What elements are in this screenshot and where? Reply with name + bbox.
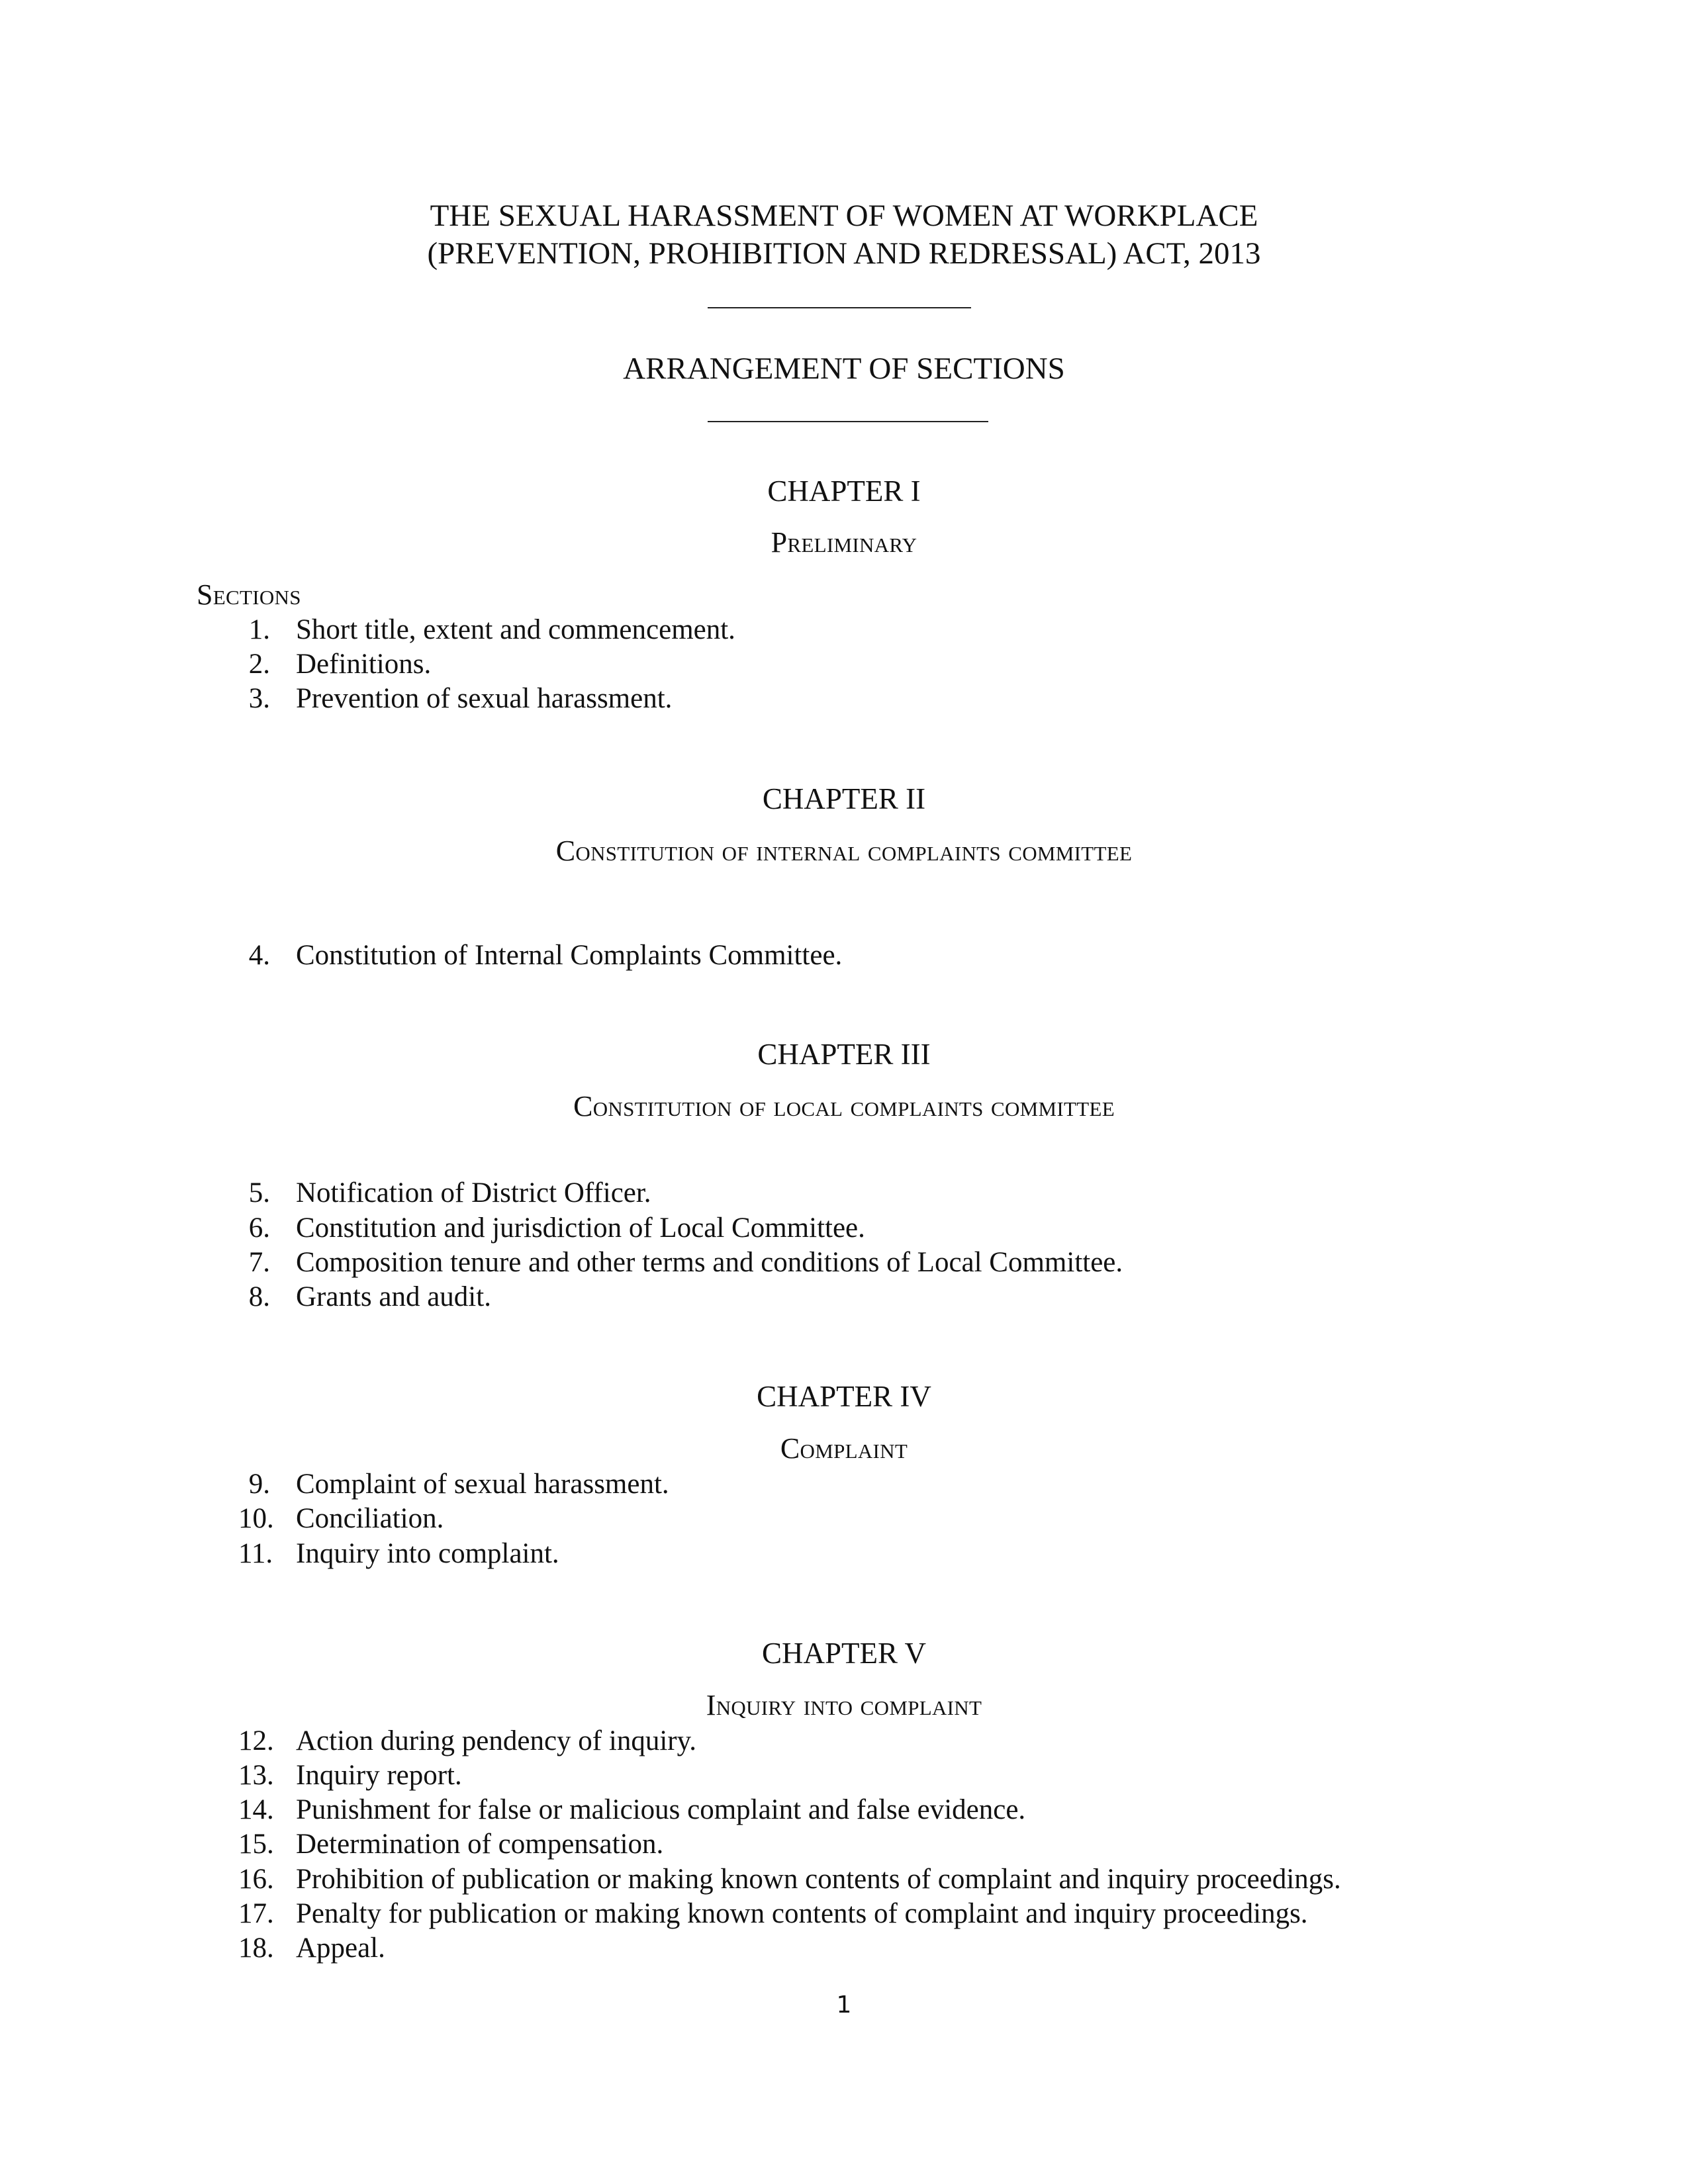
section-title: Action during pendency of inquiry. [296, 1725, 697, 1756]
section-number: 17. [238, 1898, 274, 1929]
section-number: 10. [238, 1503, 274, 1534]
section-title: Constitution and jurisdiction of Local Committee. [296, 1212, 865, 1244]
section-number: 8. [248, 1281, 270, 1312]
section-title: Constitution of Internal Complaints Committee. [296, 940, 843, 971]
chapter-title: CHAPTER I [767, 475, 921, 508]
section-number: 12. [238, 1725, 274, 1756]
section-title: Appeal. [296, 1933, 385, 1964]
title-divider [708, 307, 971, 308]
section-number: 2. [248, 649, 270, 680]
chapter-title: CHAPTER II [762, 782, 926, 815]
chapter-subtitle: Constitution of internal complaints committee [555, 835, 1133, 867]
chapter-subtitle: Preliminary [771, 526, 917, 559]
section-title: Composition tenure and other terms and conditions of Local Committee. [296, 1247, 1123, 1278]
section-number: 5. [248, 1177, 270, 1208]
section-number: 18. [238, 1933, 274, 1964]
section-title: Punishment for false or malicious complaint and false evidence. [296, 1794, 1026, 1825]
section-number: 13. [238, 1760, 274, 1791]
section-title: Inquiry report. [296, 1760, 462, 1791]
page-number: 1 [836, 1991, 852, 2019]
section-number: 15. [238, 1829, 274, 1860]
section-number: 6. [248, 1212, 270, 1244]
section-title: Prevention of sexual harassment. [296, 683, 673, 714]
chapter-subtitle: Complaint [780, 1432, 908, 1465]
section-title: Determination of compensation. [296, 1829, 664, 1860]
section-title: Definitions. [296, 649, 432, 680]
section-title: Grants and audit. [296, 1281, 491, 1312]
section-title: Notification of District Officer. [296, 1177, 651, 1208]
section-title: Complaint of sexual harassment. [296, 1469, 669, 1500]
section-number: 4. [248, 940, 270, 971]
chapter-title: CHAPTER IV [757, 1380, 931, 1413]
section-title: Inquiry into complaint. [296, 1538, 559, 1569]
section-title: Conciliation. [296, 1503, 444, 1534]
section-number: 16. [238, 1864, 274, 1895]
act-title-line2: (PREVENTION, PROHIBITION AND REDRESSAL) ACT, 2013 [427, 236, 1261, 271]
chapter-subtitle: Constitution of local complaints committee [573, 1090, 1115, 1122]
section-title: Penalty for publication or making known contents of complaint and inquiry proceedings. [296, 1898, 1308, 1929]
section-number: 14. [238, 1794, 274, 1825]
section-title: Short title, extent and commencement. [296, 614, 735, 645]
arrangement-divider [708, 421, 988, 422]
act-title-line1: THE SEXUAL HARASSMENT OF WOMEN AT WORKPLACE [430, 199, 1258, 233]
chapter-title: CHAPTER V [762, 1637, 926, 1670]
arrangement-heading: ARRANGEMENT OF SECTIONS [623, 351, 1065, 386]
section-number: 7. [248, 1247, 270, 1278]
section-number: 3. [248, 683, 270, 714]
section-number: 9. [248, 1469, 270, 1500]
chapter-title: CHAPTER III [757, 1038, 931, 1071]
section-number: 1. [248, 614, 270, 645]
section-title: Prohibition of publication or making known contents of complaint and inquiry proceedings. [296, 1864, 1341, 1895]
sections-label: Sections [197, 578, 301, 611]
section-number: 11. [238, 1538, 273, 1569]
chapter-subtitle: Inquiry into complaint [706, 1689, 982, 1721]
